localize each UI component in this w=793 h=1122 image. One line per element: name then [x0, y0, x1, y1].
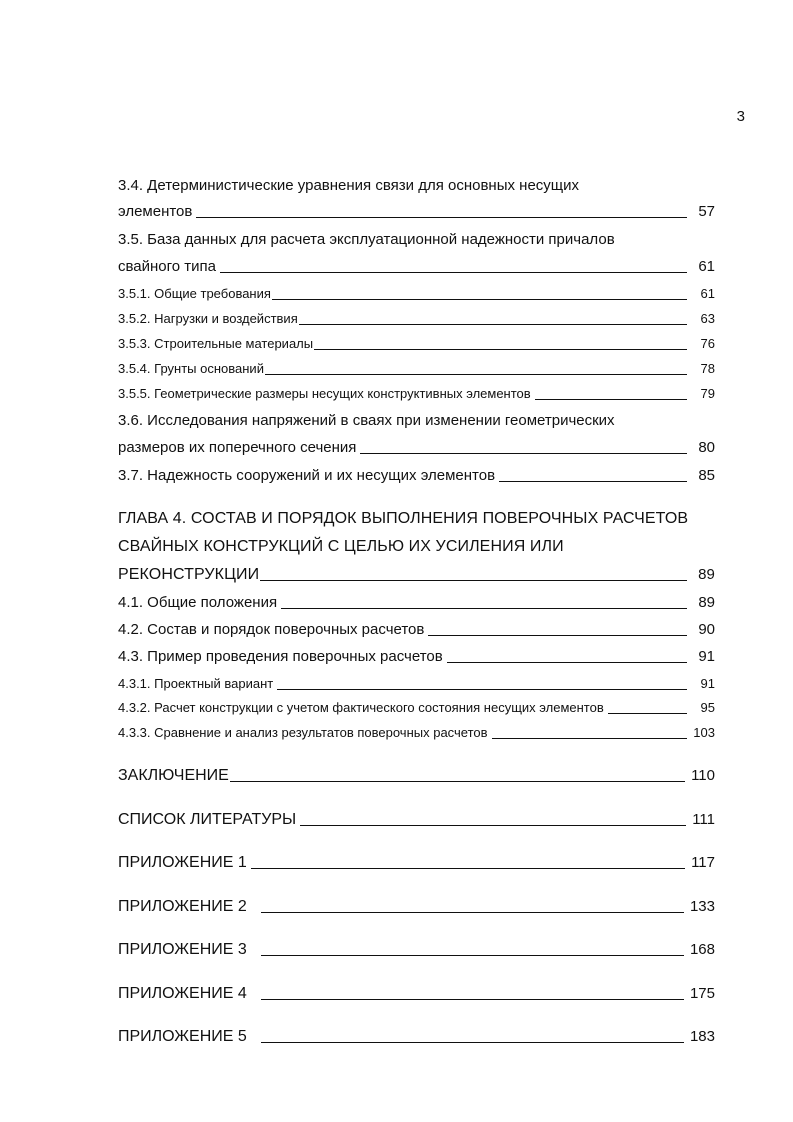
toc-leader-line [300, 825, 686, 826]
toc-leader-line [535, 399, 687, 400]
toc-entry-title: 4.2. Состав и порядок поверочных расчетов [118, 621, 425, 638]
toc-entry-3-6-line1 [118, 412, 715, 429]
toc-appendix-3 [118, 941, 715, 959]
toc-chapter-title: ГЛАВА 4. СОСТАВ И ПОРЯДОК ВЫПОЛНЕНИЯ ПОВЕРОЧНЫХ РАСЧЕТОВ [118, 510, 689, 527]
toc-page-number: 89 [698, 594, 715, 611]
toc-leader-line [251, 868, 685, 869]
toc-leader-line [499, 481, 687, 482]
toc-entry-title: 3.5.3. Строительные материалы [118, 336, 314, 351]
toc-page-number: 110 [691, 767, 715, 784]
toc-entry-title: 3.5. База данных для расчета эксплуатационной надежности причалов [118, 231, 615, 248]
toc-leader-line [220, 272, 687, 273]
toc-leader-line [447, 662, 687, 663]
toc-page-number: 183 [689, 1028, 715, 1045]
toc-page-number: 95 [700, 700, 715, 715]
toc-entry-4-2 [118, 621, 715, 638]
toc-entry-3-5-2 [118, 311, 715, 326]
toc-leader-line [260, 580, 687, 581]
toc-leader-line [230, 781, 685, 782]
toc-leader-line [196, 217, 687, 218]
toc-entry-title: ПРИЛОЖЕНИЕ 1 [118, 854, 247, 871]
toc-entry-title: 3.5.1. Общие требования [118, 286, 271, 301]
toc-appendix-4 [118, 985, 715, 1003]
toc-page-number: 85 [698, 467, 715, 484]
toc-entry-3-5-5 [118, 386, 715, 401]
toc-entry-3-4 [118, 203, 715, 220]
toc-appendix-2 [118, 898, 715, 916]
toc-entry-title: свайного типа [118, 258, 217, 275]
toc-entry-title: 3.7. Надежность сооружений и их несущих элементов [118, 467, 496, 484]
toc-page-number: 79 [700, 386, 715, 401]
toc-entry-title: ПРИЛОЖЕНИЕ 5 [118, 1028, 247, 1045]
toc-page-number: 63 [700, 311, 715, 326]
toc-leader-line [314, 349, 687, 350]
toc-entry-4-3-2 [118, 700, 715, 715]
toc-page-number: 76 [700, 336, 715, 351]
toc-chapter-title: РЕКОНСТРУКЦИИ [118, 566, 260, 583]
toc-entry-title: элементов [118, 203, 193, 220]
toc-page-number: 133 [689, 898, 715, 915]
toc-page-number: 91 [700, 676, 715, 691]
toc-page-number: 78 [700, 361, 715, 376]
toc-page-number: 80 [698, 439, 715, 456]
toc-entry-3-5 [118, 258, 715, 275]
toc-entry-title: СПИСОК ЛИТЕРАТУРЫ [118, 811, 297, 828]
toc-leader-line [277, 689, 687, 690]
toc-page-number: 57 [698, 203, 715, 220]
toc-leader-line [272, 299, 687, 300]
toc-entry-title: 3.5.2. Нагрузки и воздействия [118, 311, 298, 326]
toc-chapter-4-line2 [118, 538, 715, 556]
page-number: 3 [736, 108, 745, 125]
toc-entry-3-5-1 [118, 286, 715, 301]
toc-page-number: 168 [689, 941, 715, 958]
toc-entry-3-7 [118, 467, 715, 484]
toc-entry-title: 3.5.4. Грунты оснований [118, 361, 264, 376]
toc-leader-line [428, 635, 687, 636]
toc-page-number: 61 [700, 286, 715, 301]
toc-entry-3-4-line1 [118, 177, 715, 194]
toc-leader-line [281, 608, 687, 609]
toc-entry-4-3-3 [118, 725, 715, 740]
toc-chapter-4 [118, 566, 715, 584]
toc-appendix-5 [118, 1028, 715, 1046]
toc-leader-line [492, 738, 687, 739]
toc-chapter-title: СВАЙНЫХ КОНСТРУКЦИЙ С ЦЕЛЬЮ ИХ УСИЛЕНИЯ ИЛИ [118, 538, 564, 555]
toc-entry-title: 4.3.1. Проектный вариант [118, 676, 274, 691]
toc-page-number: 117 [691, 854, 715, 871]
toc-references [118, 811, 715, 829]
toc-entry-title: 4.1. Общие положения [118, 594, 278, 611]
toc-leader-line [360, 453, 687, 454]
toc-entry-4-3 [118, 648, 715, 665]
toc-entry-title: 3.6. Исследования напряжений в сваях при изменении геометрических [118, 412, 615, 429]
toc-entry-title: 3.4. Детерминистические уравнения связи для основных несущих [118, 177, 580, 194]
toc-entry-title: размеров их поперечного сечения [118, 439, 357, 456]
toc-entry-title: 4.3.2. Расчет конструкции с учетом фактического состояния несущих элементов [118, 700, 604, 715]
toc-entry-3-6 [118, 439, 715, 456]
toc-page-number: 175 [689, 985, 715, 1002]
toc-leader-line [261, 955, 684, 956]
toc-leader-line [265, 374, 687, 375]
toc-entry-title: ПРИЛОЖЕНИЕ 3 [118, 941, 247, 958]
toc-page-number: 103 [693, 725, 715, 740]
toc-page-number: 111 [692, 811, 715, 828]
toc-page-number: 89 [698, 566, 715, 583]
toc-entry-title: 4.3.3. Сравнение и анализ результатов поверочных расчетов [118, 725, 488, 740]
toc-entry-title: ПРИЛОЖЕНИЕ 2 [118, 898, 247, 915]
toc-entry-title: 4.3. Пример проведения поверочных расчетов [118, 648, 443, 665]
toc-leader-line [299, 324, 687, 325]
toc-entry-4-3-1 [118, 676, 715, 691]
toc-appendix-1 [118, 854, 715, 872]
toc-entry-3-5-3 [118, 336, 715, 351]
toc-leader-line [261, 912, 684, 913]
toc-entry-4-1 [118, 594, 715, 611]
toc-entry-3-5-4 [118, 361, 715, 376]
toc-entry-title: ЗАКЛЮЧЕНИЕ [118, 767, 229, 784]
toc-leader-line [261, 1042, 684, 1043]
toc-leader-line [608, 713, 687, 714]
toc-entry-title: 3.5.5. Геометрические размеры несущих конструктивных элементов [118, 386, 531, 401]
toc-page-number: 90 [698, 621, 715, 638]
toc-entry-title: ПРИЛОЖЕНИЕ 4 [118, 985, 247, 1002]
toc-chapter-4-line1 [118, 510, 715, 528]
toc-entry-3-5-line1 [118, 231, 715, 248]
toc-conclusion [118, 767, 715, 785]
toc-page-number: 61 [698, 258, 715, 275]
toc-leader-line [261, 999, 684, 1000]
toc-page-number: 91 [698, 648, 715, 665]
